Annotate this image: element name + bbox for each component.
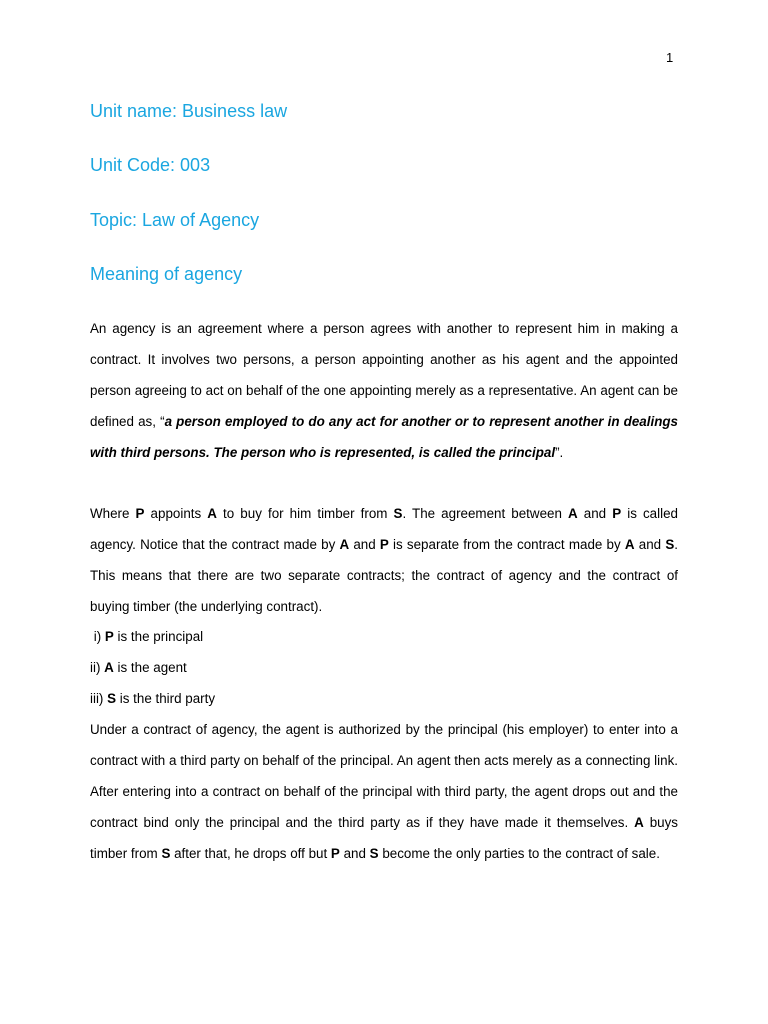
page-number: 1: [666, 50, 674, 65]
paragraph-text: and: [634, 537, 666, 552]
list-item-text: is the agent: [113, 660, 187, 675]
paragraph-text: An agency is an agreement where a person agrees with another to represent him in making a contract. It involves two persons, a person appointing another as his agent and the appointed person agreeing to act on behalf of the one appointing merely as a representative. An agent can be defined as, “: [90, 321, 678, 429]
paragraph-text: appoints: [144, 506, 208, 521]
party-letter: A: [624, 537, 635, 552]
paragraph-text: buys timber from: [90, 815, 678, 861]
list-item: [90, 652, 187, 683]
party-letter: P: [330, 846, 340, 861]
party-letter: S: [393, 506, 403, 521]
paragraph-text: Under a contract of agency, the agent is authorized by the principal (his employer) to enter into a contract with a third party on behalf of the principal. An agent then acts merely as a connecting link. After entering into a contract on behalf of the principal with third party, the agent drops out and the contract bind only the principal and the third party as if they have made it themselves.: [90, 722, 678, 830]
list-marker: i): [90, 629, 105, 644]
party-letter: A: [207, 506, 217, 521]
list-marker: iii): [90, 691, 108, 706]
agency-explanation-paragraph: [90, 714, 678, 869]
section-heading: Meaning of agency: [90, 264, 243, 284]
paragraph-text: become the only parties to the contract of sale.: [378, 846, 660, 861]
list-item: [90, 621, 203, 652]
paragraph-text: and: [577, 506, 613, 521]
party-letter: A: [568, 506, 578, 521]
party-letter: S: [161, 846, 171, 861]
unit-code-heading: Unit Code: 003: [90, 155, 211, 175]
agent-definition-quote: a person employed to do any act for another or to represent another in dealings with third persons. The person who is represented, is called the principal: [90, 414, 678, 460]
paragraph-text: is called agency. Notice that the contract made by: [90, 506, 678, 552]
paragraph-text: is separate from the contract made by: [388, 537, 625, 552]
unit-name-heading: Unit name: Business law: [90, 101, 288, 121]
party-letter: P: [612, 506, 622, 521]
party-letter: P: [104, 629, 114, 644]
list-item: [90, 683, 215, 714]
paragraph-text: and: [349, 537, 380, 552]
party-letter: P: [379, 537, 389, 552]
party-letter: A: [339, 537, 350, 552]
paragraph-text: ”.: [555, 445, 564, 460]
party-letter: A: [104, 660, 114, 675]
paragraph-text: . This means that there are two separate contracts; the contract of agency and the contract of buying timber (the underlying contract).: [90, 537, 678, 614]
topic-heading: Topic: Law of Agency: [90, 210, 260, 230]
party-letter: S: [665, 537, 675, 552]
party-letter: S: [369, 846, 379, 861]
paragraph-text: . The agreement between: [402, 506, 568, 521]
example-paragraph: [90, 498, 678, 622]
party-letter: P: [135, 506, 145, 521]
party-letter: S: [107, 691, 117, 706]
list-marker: ii): [90, 660, 105, 675]
list-item-text: is the third party: [116, 691, 216, 706]
party-letter: A: [634, 815, 644, 830]
paragraph-text: after that, he drops off but: [170, 846, 331, 861]
paragraph-text: to buy for him timber from: [216, 506, 394, 521]
paragraph-text: Where: [90, 506, 136, 521]
definition-paragraph: [90, 313, 678, 468]
list-item-text: is the principal: [113, 629, 204, 644]
paragraph-text: and: [339, 846, 370, 861]
